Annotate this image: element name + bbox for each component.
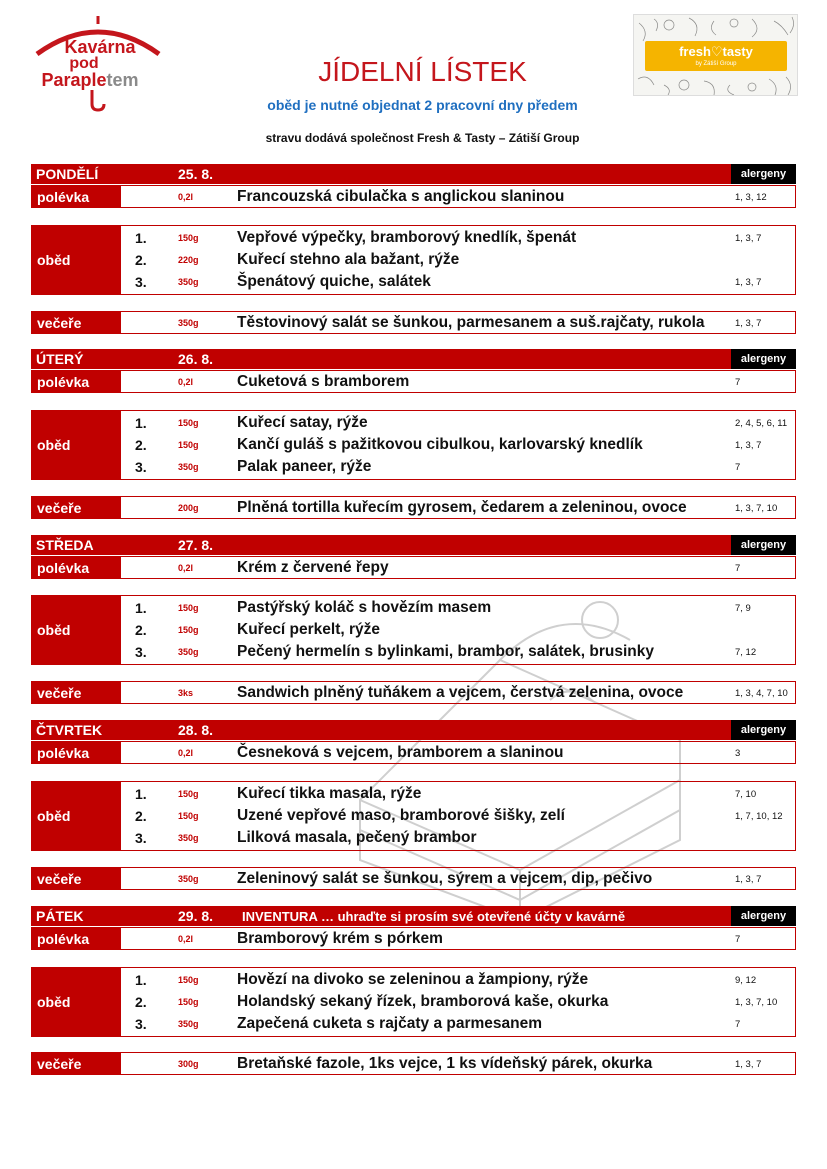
day-date: 29. 8. <box>178 908 214 924</box>
dinner-label: večeře <box>32 1053 121 1074</box>
soup-label: polévka <box>32 557 121 578</box>
lunch-item <box>32 827 797 849</box>
lunch-allergens: 7 <box>735 1019 741 1030</box>
soup-row-monday <box>31 185 796 208</box>
lunch-block-wednesday <box>31 595 796 665</box>
dinner-dish: Sandwich plněný tuňákem a vejcem, čerstvá zelenina, ovoce <box>237 684 684 701</box>
lunch-num: 2. <box>135 994 147 1010</box>
dinner-allergens: 1, 3, 7, 10 <box>735 503 778 514</box>
dinner-allergens: 1, 3, 7 <box>735 1059 762 1070</box>
lunch-dish: Pastýřský koláč s hovězím masem <box>237 599 492 616</box>
lunch-item <box>32 619 797 641</box>
soup-dish: Česneková s vejcem, bramborem a slaninou <box>237 744 564 761</box>
lunch-block-friday <box>31 967 796 1037</box>
lunch-item <box>32 249 797 271</box>
dinner-dish: Těstovinový salát se šunkou, parmesanem a suš.rajčaty, rukola <box>237 314 705 331</box>
day-date: 26. 8. <box>178 351 214 367</box>
lunch-weight: 150g <box>178 418 199 428</box>
lunch-item <box>32 412 797 434</box>
lunch-block-thursday <box>31 781 796 851</box>
dinner-weight: 350g <box>178 874 199 884</box>
lunch-weight: 350g <box>178 1019 199 1029</box>
dinner-label: večeře <box>32 682 121 703</box>
lunch-num: 2. <box>135 622 147 638</box>
day-name: PÁTEK <box>36 908 84 924</box>
lunch-num: 1. <box>135 972 147 988</box>
day-date: 28. 8. <box>178 722 214 738</box>
soup-allergens: 7 <box>735 377 741 388</box>
soup-allergens: 7 <box>735 563 741 574</box>
lunch-dish: Špenátový quiche, salátek <box>237 273 431 290</box>
soup-label: polévka <box>32 186 121 207</box>
allergens-header: alergeny <box>731 720 796 740</box>
soup-weight: 0,2l <box>178 748 194 758</box>
soup-weight: 0,2l <box>178 192 194 202</box>
lunch-dish: Kančí guláš s pažitkovou cibulkou, karlovarský knedlík <box>237 436 643 453</box>
lunch-allergens: 1, 3, 7 <box>735 233 762 244</box>
soup-dish: Krém z červené řepy <box>237 559 389 576</box>
allergens-header: alergeny <box>731 349 796 369</box>
soup-row-thursday <box>31 741 796 764</box>
lunch-dish: Kuřecí stehno ala bažant, rýže <box>237 251 460 268</box>
lunch-label: oběd <box>32 968 121 1036</box>
lunch-allergens: 1, 3, 7 <box>735 277 762 288</box>
lunch-dish: Hovězí na divoko se zeleninou a žampiony, rýže <box>237 971 589 988</box>
lunch-num: 3. <box>135 830 147 846</box>
soup-label: polévka <box>32 371 121 392</box>
dinner-row-wednesday <box>31 681 796 704</box>
lunch-num: 1. <box>135 786 147 802</box>
soup-weight: 0,2l <box>178 563 194 573</box>
soup-row-wednesday <box>31 556 796 579</box>
lunch-weight: 150g <box>178 603 199 613</box>
lunch-weight: 150g <box>178 789 199 799</box>
lunch-weight: 150g <box>178 811 199 821</box>
soup-dish: Francouzská cibulačka s anglickou slaninou <box>237 188 565 205</box>
soup-allergens: 7 <box>735 934 741 945</box>
lunch-dish: Palak paneer, rýže <box>237 458 372 475</box>
dinner-row-friday <box>31 1052 796 1075</box>
soup-weight: 0,2l <box>178 377 194 387</box>
dinner-dish: Plněná tortilla kuřecím gyrosem, čedarem a zeleninou, ovoce <box>237 499 687 516</box>
lunch-item <box>32 969 797 991</box>
dinner-row-thursday <box>31 867 796 890</box>
lunch-weight: 350g <box>178 277 199 287</box>
dinner-allergens: 1, 3, 7 <box>735 318 762 329</box>
logo-line3a: Paraple <box>41 70 107 90</box>
day-header-wednesday <box>31 535 796 555</box>
brand-name: fresh♡tasty <box>679 44 753 59</box>
dinner-weight: 200g <box>178 503 199 513</box>
lunch-num: 1. <box>135 230 147 246</box>
dinner-row-monday <box>31 311 796 334</box>
lunch-num: 3. <box>135 1016 147 1032</box>
soup-row-friday <box>31 927 796 950</box>
lunch-item <box>32 783 797 805</box>
lunch-weight: 220g <box>178 255 199 265</box>
lunch-block-tuesday <box>31 410 796 480</box>
soup-dish: Bramborový krém s pórkem <box>237 930 443 947</box>
dinner-allergens: 1, 3, 7 <box>735 874 762 885</box>
lunch-weight: 150g <box>178 440 199 450</box>
lunch-allergens: 1, 7, 10, 12 <box>735 811 783 822</box>
lunch-num: 3. <box>135 459 147 475</box>
day-name: STŘEDA <box>36 537 94 553</box>
lunch-item <box>32 805 797 827</box>
lunch-weight: 350g <box>178 462 199 472</box>
lunch-weight: 350g <box>178 833 199 843</box>
lunch-item <box>32 227 797 249</box>
lunch-weight: 150g <box>178 625 199 635</box>
lunch-allergens: 7 <box>735 462 741 473</box>
allergens-header: alergeny <box>731 535 796 555</box>
lunch-item <box>32 434 797 456</box>
lunch-weight: 350g <box>178 647 199 657</box>
dinner-label: večeře <box>32 497 121 518</box>
day-name: PONDĚLÍ <box>36 166 99 182</box>
lunch-weight: 150g <box>178 975 199 985</box>
dinner-label: večeře <box>32 868 121 889</box>
lunch-label: oběd <box>32 596 121 664</box>
soup-allergens: 1, 3, 12 <box>735 192 767 203</box>
order-note: oběd je nutné objednat 2 pracovní dny předem <box>267 97 578 113</box>
dinner-dish: Zeleninový salát se šunkou, sýrem a vejcem, dip, pečivo <box>237 870 653 887</box>
dinner-row-tuesday <box>31 496 796 519</box>
dinner-label: večeře <box>32 312 121 333</box>
lunch-label: oběd <box>32 782 121 850</box>
day-header-tuesday <box>31 349 796 369</box>
lunch-dish: Kuřecí perkelt, rýže <box>237 621 381 638</box>
allergens-header: alergeny <box>731 906 796 926</box>
lunch-item <box>32 456 797 478</box>
lunch-item <box>32 597 797 619</box>
lunch-weight: 150g <box>178 997 199 1007</box>
lunch-num: 3. <box>135 274 147 290</box>
lunch-block-monday <box>31 225 796 295</box>
lunch-dish: Holandský sekaný řízek, bramborová kaše, okurka <box>237 993 609 1010</box>
lunch-num: 2. <box>135 437 147 453</box>
lunch-dish: Lilková masala, pečený brambor <box>237 829 477 846</box>
lunch-dish: Uzené vepřové maso, bramborové šišky, zelí <box>237 807 565 824</box>
dinner-weight: 350g <box>178 318 199 328</box>
day-date: 27. 8. <box>178 537 214 553</box>
day-note: INVENTURA … uhraďte si prosím své otevřené účty v kavárně <box>242 909 626 924</box>
lunch-item <box>32 641 797 663</box>
lunch-dish: Kuřecí satay, rýže <box>237 414 368 431</box>
brand-subtitle: by Zátiší Group <box>695 61 737 67</box>
lunch-item <box>32 271 797 293</box>
day-name: ÚTERÝ <box>36 351 84 367</box>
lunch-allergens: 1, 3, 7 <box>735 440 762 451</box>
soup-label: polévka <box>32 928 121 949</box>
soup-dish: Cuketová s bramborem <box>237 373 410 390</box>
soup-label: polévka <box>32 742 121 763</box>
lunch-item <box>32 991 797 1013</box>
day-name: ČTVRTEK <box>36 722 103 738</box>
lunch-allergens: 7, 9 <box>735 603 751 614</box>
soup-row-tuesday <box>31 370 796 393</box>
logo-line3b: tem <box>106 70 139 90</box>
allergens-header: alergeny <box>731 164 796 184</box>
dinner-weight: 300g <box>178 1059 199 1069</box>
lunch-allergens: 2, 4, 5, 6, 11 <box>735 418 788 429</box>
lunch-allergens: 1, 3, 7, 10 <box>735 997 778 1008</box>
logo-line2: pod <box>69 55 99 72</box>
dinner-allergens: 1, 3, 4, 7, 10 <box>735 688 788 699</box>
dinner-weight: 3ks <box>178 688 194 698</box>
logo-line1: Kavárna <box>64 37 136 57</box>
lunch-num: 2. <box>135 252 147 268</box>
lunch-allergens: 9, 12 <box>735 975 757 986</box>
lunch-allergens: 7, 10 <box>735 789 757 800</box>
day-header-monday <box>31 164 796 184</box>
day-header-friday <box>31 906 796 926</box>
page-title: JÍDELNÍ LÍSTEK <box>318 56 527 87</box>
lunch-dish: Vepřové výpečky, bramborový knedlík, špenát <box>237 229 577 246</box>
soup-allergens: 3 <box>735 748 741 759</box>
lunch-allergens: 7, 12 <box>735 647 757 658</box>
lunch-dish: Pečený hermelín s bylinkami, brambor, salátek, brusinky <box>237 643 654 660</box>
supplier-note: stravu dodává společnost Fresh & Tasty – Zátiší Group <box>265 131 580 145</box>
day-date: 25. 8. <box>178 166 214 182</box>
lunch-dish: Zapečená cuketa s rajčaty a parmesanem <box>237 1015 543 1032</box>
lunch-label: oběd <box>32 411 121 479</box>
lunch-dish: Kuřecí tikka masala, rýže <box>237 785 422 802</box>
lunch-item <box>32 1013 797 1035</box>
day-header-thursday <box>31 720 796 740</box>
lunch-weight: 150g <box>178 233 199 243</box>
lunch-num: 2. <box>135 808 147 824</box>
lunch-num: 3. <box>135 644 147 660</box>
dinner-dish: Bretaňské fazole, 1ks vejce, 1 ks vídeňský párek, okurka <box>237 1055 653 1072</box>
lunch-label: oběd <box>32 226 121 294</box>
lunch-num: 1. <box>135 415 147 431</box>
lunch-num: 1. <box>135 600 147 616</box>
soup-weight: 0,2l <box>178 934 194 944</box>
